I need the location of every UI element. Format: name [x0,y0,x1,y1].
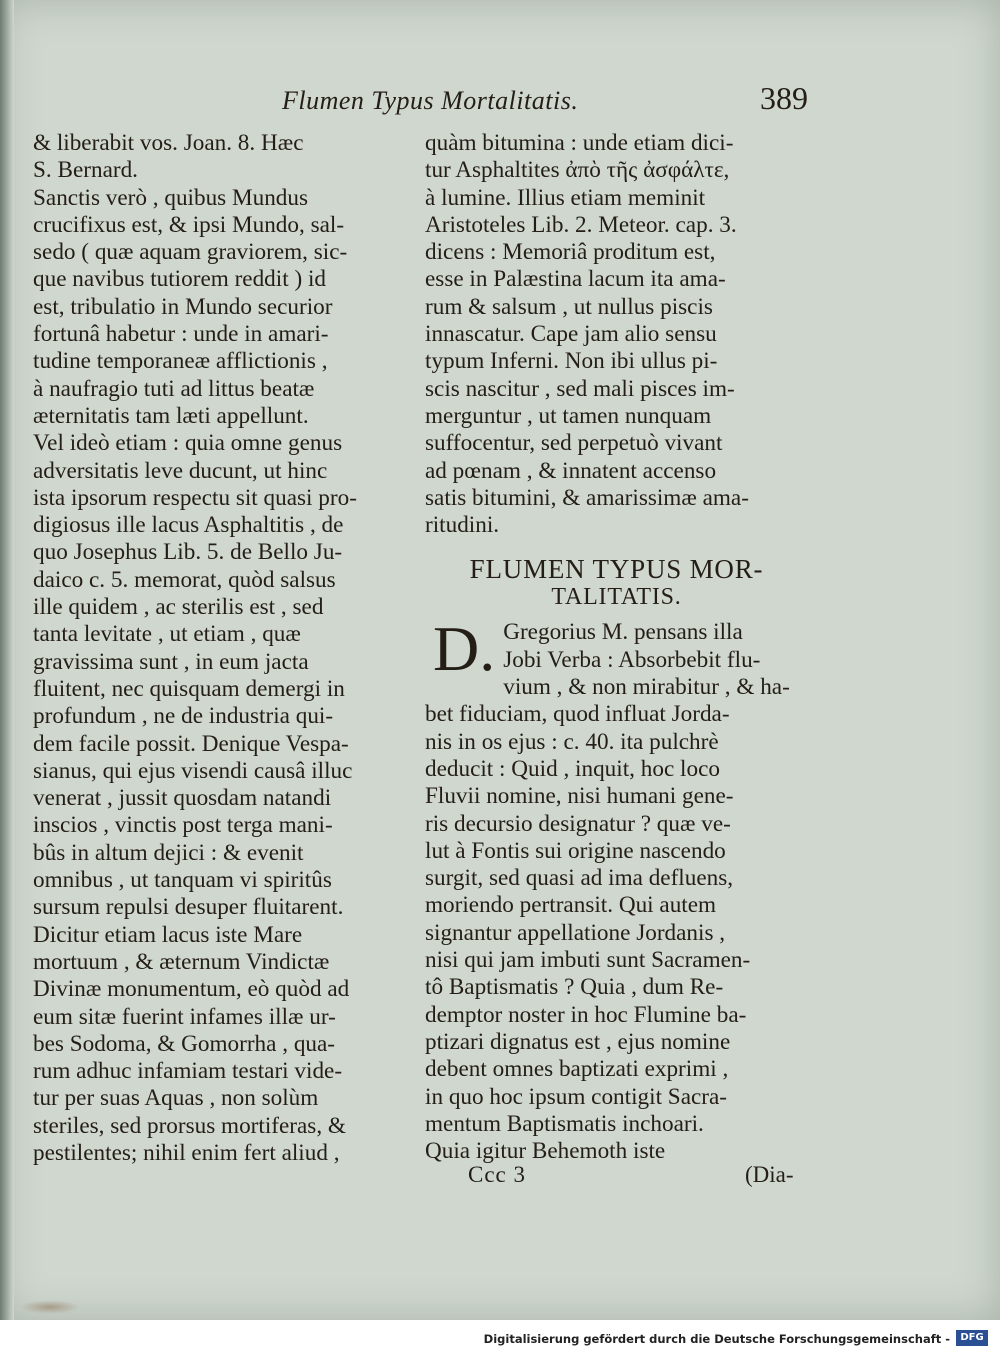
section-title-line2: TALITATIS. [551,584,682,611]
running-head: Flumen Typus Mortalitatis. [282,86,579,115]
section-title-line1: FLUMEN TYPUS MOR- [469,554,764,585]
left-column-text: & liberabit vos. Joan. 8. Hæc S. Bernard. Sanctis verò , quibus Mundus crucifixus est, & ipsi Mundo, sal- sedo ( quæ aquam graviorem, sic- que navibus tutiorem reddit ) id est, tribulatio in Mundo securior fortunâ habetur : unde in amari- tudine temporaneæ afflictionis , à naufragio tuti ad littus beatæ æternitatis tam læti appellunt. Vel ideò etiam : quia omne genus adversitatis leve ducunt, ut hinc ista ipsorum respectu sit quasi pro- digiosus ille lacus Asphaltitis , de quo Josephus Lib. 5. de Bello Ju- daico c. 5. memorat, quòd salsus ille quidem , ac sterilis est , sed tanta levitate , ut etiam , quæ gravissima sunt , in eum jacta fluitent, nec quisquam demergi in profundum , ne de industria qui- dem facile possit. Denique Vespa- sianus, qui ejus visendi causâ illuc venerat , jussit quosdam natandi inscios , vinctis post terga mani- bûs in altum dejici : & evenit omnibus , ut tanquam vi spiritûs sursum repulsi desuper fluitarent. Dicitur etiam lacus iste Mare mortuum , & æternum Vindictæ Divinæ monumentum, eò quòd ad eum sitæ fuerint infames illæ ur- bes Sodoma, & Gomorrha , qua- rum adhuc infamiam testari vide- tur per suas Aquas , non solùm steriles, sed prorsus mortiferas, & pestilentes; nihil enim fert aliud , [33,130,357,1166]
drop-cap: D. [433,613,496,685]
signature-mark: Ccc 3 [468,1162,527,1187]
digitization-footer [0,1320,1000,1356]
dfg-logo-icon: DFG [956,1330,988,1346]
section-body [425,613,808,1165]
left-column [33,130,405,1167]
book-gutter [0,0,14,1320]
page-number: 389 [760,80,808,116]
section-title [425,555,808,611]
right-column [425,130,808,1165]
right-column-text-bottom: Gregorius M. pensans illa Jobi Verba : Absorbebit flu- vium , & non mirabitur , & ha- bet fiduciam, quod influat Jorda- nis in os ejus : c. 40. ita pulchrè deducit : Quid , inquit, hoc loco Fluvii nomine, nisi humani gene- ris decursio designatur ? quæ ve- lut à Fontis sui origine nascendo surgit, sed quasi ad ima defluens, moriendo pertransit. Qui autem signantur appellatione Jordanis , nisi qui jam imbuti sunt Sacramen- tô Baptismatis ? Quia , dum Re- demptor noster in hoc Flumine ba- ptizari dignatus est , ejus nomine debent omnes baptizati exprimi , in quo hoc ipsum contigit Sacra- mentum Baptismatis inchoari. Quia igitur Behemoth iste [425,619,790,1165]
funding-notice: Digitalisierung gefördert durch die Deutsche Forschungsgemeinschaft - [483,1332,950,1346]
right-column-text-top: quàm bitumina : unde etiam dici- tur Asphaltites ἀπὸ τῆς ἀσφάλτε, à lumine. Illius etiam meminit Aristoteles Lib. 2. Meteor. cap. 3. dicens : Memoriâ proditum est, esse in Palæstina lacum ita ama- rum & salsum , ut nullus piscis innascatur. Cape jam alio sensu typum Inferni. Non ibi ullus pi- scis nascitur , sed mali pisces im- merguntur , ut tamen nunquam suffocentur, sed perpetuò vivant ad pœnam , & innatent accenso satis bitumini, & amarissimæ ama- ritudini. [425,130,749,539]
catchword: (Dia- [745,1162,794,1187]
paper-stain [20,1300,80,1314]
